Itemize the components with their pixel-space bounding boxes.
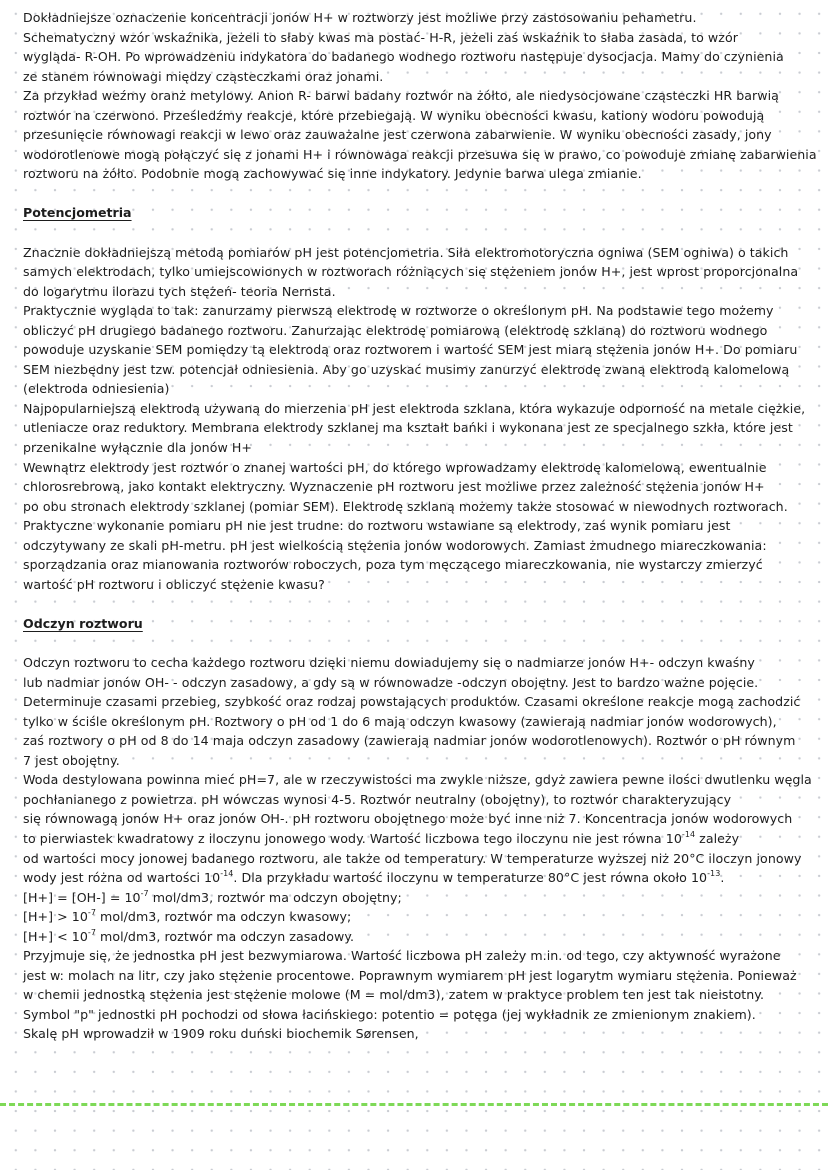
text-line: Determinuje czasami przebieg, szybkość oraz rodzaj powstających produktów. Czasami określone reakcje mogą zachodzić [23, 694, 801, 710]
text-line: się równowagą jonów H+ oraz jonów OH-. pH roztworu obojętnego może być inne niż 7. Koncentracja jonów wodorowych [23, 811, 793, 827]
text-line: jest w: molach na litr, czy jako stężenie procentowe. Poprawnym wymiarem pH jest logarytm wymiaru stężenia. Ponieważ [23, 967, 797, 983]
text-line: tylko w ściśle określonym pH. Roztwory o pH od 1 do 6 mają odczyn kwasowy (zawierają nadmiar jonów wodorowych), [23, 713, 777, 729]
text-line: lub nadmiar jonów OH- - odczyn zasadowy, a gdy są w równowadze -odczyn obojętny. Jest to bardzo ważne pojęcie. [23, 674, 759, 690]
text-line: odczytywany ze skali pH-metru. pH jest wielkością stężenia jonów wodorowych. Zamiast żmudnego miareczkowania: [23, 537, 767, 553]
text-line: SEM niezbędny jest tzw. potencjał odniesienia. Aby go uzyskać musimy zanurzyć elektrodę zwaną elektrodą kalomelową [23, 361, 790, 377]
text-line: wartość pH roztworu i obliczyć stężenie kwasu? [23, 576, 325, 592]
text-line: wodorotlenowe mogą połączyć się z jonami H+ i równowaga reakcji przesuwa się w prawo, co powoduje zmianę zabarwienia [23, 146, 817, 162]
text-line: sporządzania oraz mianowania roztworów roboczych, poza tym męczącego miareczkowania, nie wystarczy zmierzyć [23, 557, 763, 573]
potentiometry-paragraph [23, 243, 813, 595]
text-line: Woda destylowana powinna mieć pH=7, ale w rzeczywistości ma zwykle niższe, gdyż zawiera pewne ilości dwutlenku węgla [23, 772, 812, 788]
text-line: Schematyczny wzór wskaźnika, jeżeli to słaby kwas ma postać- H-R, jeżeli zaś wskaźnik to słaba zasada, to wzór [23, 29, 738, 45]
text-line: Praktyczne wykonanie pomiaru pH nie jest trudne: do roztworu wstawiane są elektrody, zaś wynik pomiaru jest [23, 518, 731, 534]
text-line: w chemii jednostką stężenia jest stężenie molowe (M = mol/dm3), zatem w praktyce problem ten jest tak nieistotny. [23, 987, 765, 1003]
notes-page [23, 8, 817, 1044]
text-line: Dokładniejsze oznaczenie koncentracji jonów H+ w roztworzy jest możliwe przy zastosowaniu pehametru. [23, 10, 697, 25]
intro-paragraph [23, 8, 817, 184]
exponent: -7 [87, 908, 96, 918]
section-heading-potentiometry: Potencjometria [23, 205, 132, 221]
equation-basic: $[H+] < 10^{-7}$ mol/dm3, roztwór ma odczyn zasadowy. [23, 927, 355, 944]
text-line: Praktycznie wygląda to tak: zanurzamy pierwszą elektrodę w roztworze o określonym pH. Na podstawie tego możemy [23, 303, 774, 319]
text-line: Za przykład weźmy oranż metylowy. Anion R- barwi badany roztwór na żółto, ale niedysocjowane cząsteczki HR barwią [23, 88, 779, 104]
text-line: samych elektrodach, tylko umiejscowionych w roztworach różniących się stężeniem jonów H+, jest wprost proporcjonalna [23, 264, 799, 280]
exponent: -7 [140, 888, 149, 898]
text-line: Najpopularniejszą elektrodą używaną do mierzenia pH jest elektroda szklana, która wykazuje odporność na metale ciężkie, [23, 400, 806, 416]
text-line: przenikalne wyłącznie dla jonów H+ [23, 440, 252, 456]
text-line: zaś roztwory o pH od 8 do 14 maja odczyn zasadowy (zawierają nadmiar jonów wodorotlenowych). Roztwór o pH równym [23, 733, 796, 749]
text-line: ze stanem równowagi między cząsteczkami oraz jonami. [23, 68, 384, 84]
text-line: przesunięcie równowagi reakcji w lewo oraz zauważalne jest czerwona zabarwienie. W wyniku obecności zasady, jony [23, 127, 772, 143]
text-line: wygląda- R-OH. Po wprowadzeniu indykatora do badanego wodnego roztworu następuje dysocjacja. Mamy do czynienia [23, 49, 784, 65]
reaction-paragraph [23, 653, 813, 1044]
text-line: Skalę pH wprowadził w 1909 roku duński biochemik Sørensen, [23, 1026, 419, 1042]
text-line: Wewnątrz elektrody jest roztwór o znanej wartości pH, do którego wprowadzamy elektrodę kalomelową, ewentualnie [23, 459, 767, 475]
text-line: roztwór na czerwono. Prześledźmy reakcje, które przebiegają. W wyniku obecności kwasu, kationy wodoru powodują [23, 107, 765, 123]
text-line: obliczyć pH drugiego badanego roztworu. Zanurzając elektrodę pomiarową (elektrodę szklaną) do roztworu wodnego [23, 322, 768, 338]
text-line: (elektroda odniesienia) [23, 381, 170, 397]
text-line: po obu stronach elektrody szklanej (pomiar SEM). Elektrodę szklaną możemy także stosować w niewodnych roztworach. [23, 498, 788, 514]
text-line: Przyjmuje się, że jednostka pH jest bezwymiarowa. Wartość liczbowa pH zależy m.in. od tego, czy aktywność wyrażone [23, 948, 781, 964]
exponent: -7 [87, 927, 96, 937]
equation-acidic: $[H+] > 10^{-7}$ mol/dm3, roztwór ma odczyn kwasowy; [23, 908, 352, 925]
text-line: chlorosrebrową, jako kontakt elektryczny. Wyznaczenie pH roztworu jest możliwe przez zależność stężenia jonów H+ [23, 479, 765, 495]
text-line: 7 jest obojętny. [23, 752, 120, 768]
text-line: do logarytmu ilorazu tych stężeń- teoria Nernsta. [23, 283, 336, 299]
text-line: pochłanianego z powietrza. pH wówczas wynosi 4-5. Roztwór neutralny (obojętny), to roztwór charakteryzujący [23, 791, 732, 807]
exponent: -13 [707, 869, 721, 879]
text-line: od wartości mocy jonowej badanego roztworu, ale także od temperatury. W temperaturze wyższej niż 20°C iloczyn jonowy [23, 850, 802, 866]
text-line: Odczyn roztworu to cecha każdego roztworu dzięki niemu dowiadujemy się o nadmiarze jonów H+- odczyn kwaśny [23, 655, 755, 671]
text-line: roztworu na żółto. Podobnie mogą zachowywać się inne indykatory. Jedynie barwa ulega zmianie. [23, 166, 642, 182]
text-line: to pierwiastek kwadratowy z iloczynu jonowego wody. Wartość liczbowa tego iloczynu nie jest równa $10^{-14}$ zależy [23, 829, 740, 846]
equation-neutral: $[H+] = [OH-] = 10^{-7}$ mol/dm3, roztwór ma odczyn obojętny; [23, 888, 402, 905]
text-line: utleniacze oraz reduktory. Membrana elektrody szklanej ma kształt bańki i wykonana jest ze specjalnego szkła, które jest [23, 420, 793, 436]
exponent: -14 [681, 829, 696, 839]
exponent: -14 [220, 869, 234, 879]
text-line: powoduje uzyskanie SEM pomiędzy tą elektrodą oraz roztworem i wartość SEM jest miarą stężenia jonów H+. Do pomiaru [23, 342, 798, 358]
text-line: Symbol "p" jednostki pH pochodzi od słowa łacińskiego: potentio = potęga (jej wykładnik ze zmienionym znakiem). [23, 1006, 756, 1022]
dashed-divider [0, 1103, 828, 1106]
text-line: wody jest różna od wartości $10^{-14}$. Dla przykładu wartość iloczynu w temperaturze 80°C jest równa około $10^{-13}$. [23, 869, 725, 886]
text-line: Znacznie dokładniejszą metodą pomiarów pH jest potencjometria. Siła elektromotoryczna ogniwa (SEM ogniwa) o takich [23, 244, 789, 260]
section-heading-reaction: Odczyn roztworu [23, 615, 143, 631]
